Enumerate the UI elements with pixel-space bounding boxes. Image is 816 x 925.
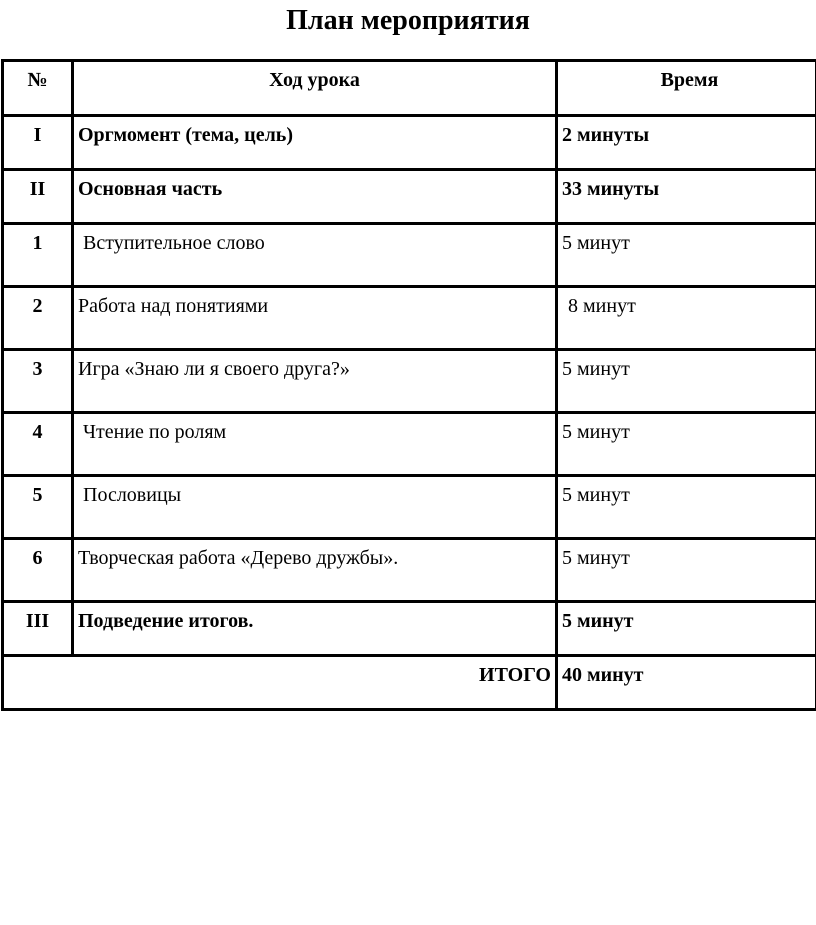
row-step — [73, 413, 557, 476]
row-number: 1 — [3, 224, 73, 287]
table-row — [3, 476, 816, 539]
row-step-text: Чтение по ролям — [83, 421, 227, 443]
row-step: Основная часть — [73, 170, 557, 224]
row-number: 6 — [3, 539, 73, 602]
row-number: II — [3, 170, 73, 224]
row-time-text: 8 минут — [568, 295, 636, 317]
row-number: III — [3, 602, 73, 656]
table-row — [3, 224, 816, 287]
table-header-row — [3, 61, 816, 116]
row-step: Творческая работа «Дерево дружбы». — [73, 539, 557, 602]
row-step-text: Вступительное слово — [83, 232, 265, 254]
row-step: Подведение итогов. — [73, 602, 557, 656]
table-row — [3, 170, 816, 224]
row-time: 5 минут — [557, 224, 816, 287]
total-label: ИТОГО — [3, 656, 557, 710]
row-number: I — [3, 116, 73, 170]
table-row — [3, 539, 816, 602]
header-time: Время — [557, 61, 816, 116]
row-time: 2 минуты — [557, 116, 816, 170]
header-number: № — [3, 61, 73, 116]
row-number: 3 — [3, 350, 73, 413]
row-step — [73, 476, 557, 539]
event-plan-table — [1, 59, 816, 711]
page-title: План мероприятия — [286, 5, 530, 36]
header-step: Ход урока — [73, 61, 557, 116]
row-number: 5 — [3, 476, 73, 539]
row-time: 5 минут — [557, 413, 816, 476]
row-time: 5 минут — [557, 476, 816, 539]
total-time: 40 минут — [557, 656, 816, 710]
table-row — [3, 413, 816, 476]
row-step: Игра «Знаю ли я своего друга?» — [73, 350, 557, 413]
row-number: 2 — [3, 287, 73, 350]
row-step — [73, 224, 557, 287]
row-time: 5 минут — [557, 350, 816, 413]
row-time — [557, 287, 816, 350]
table-row — [3, 350, 816, 413]
row-number: 4 — [3, 413, 73, 476]
table-row — [3, 287, 816, 350]
total-row — [3, 656, 816, 710]
row-step-text: Пословицы — [83, 484, 182, 506]
row-time: 5 минут — [557, 602, 816, 656]
row-time: 5 минут — [557, 539, 816, 602]
row-time: 33 минуты — [557, 170, 816, 224]
row-step: Работа над понятиями — [73, 287, 557, 350]
table-row — [3, 116, 816, 170]
table-row — [3, 602, 816, 656]
row-step: Оргмомент (тема, цель) — [73, 116, 557, 170]
